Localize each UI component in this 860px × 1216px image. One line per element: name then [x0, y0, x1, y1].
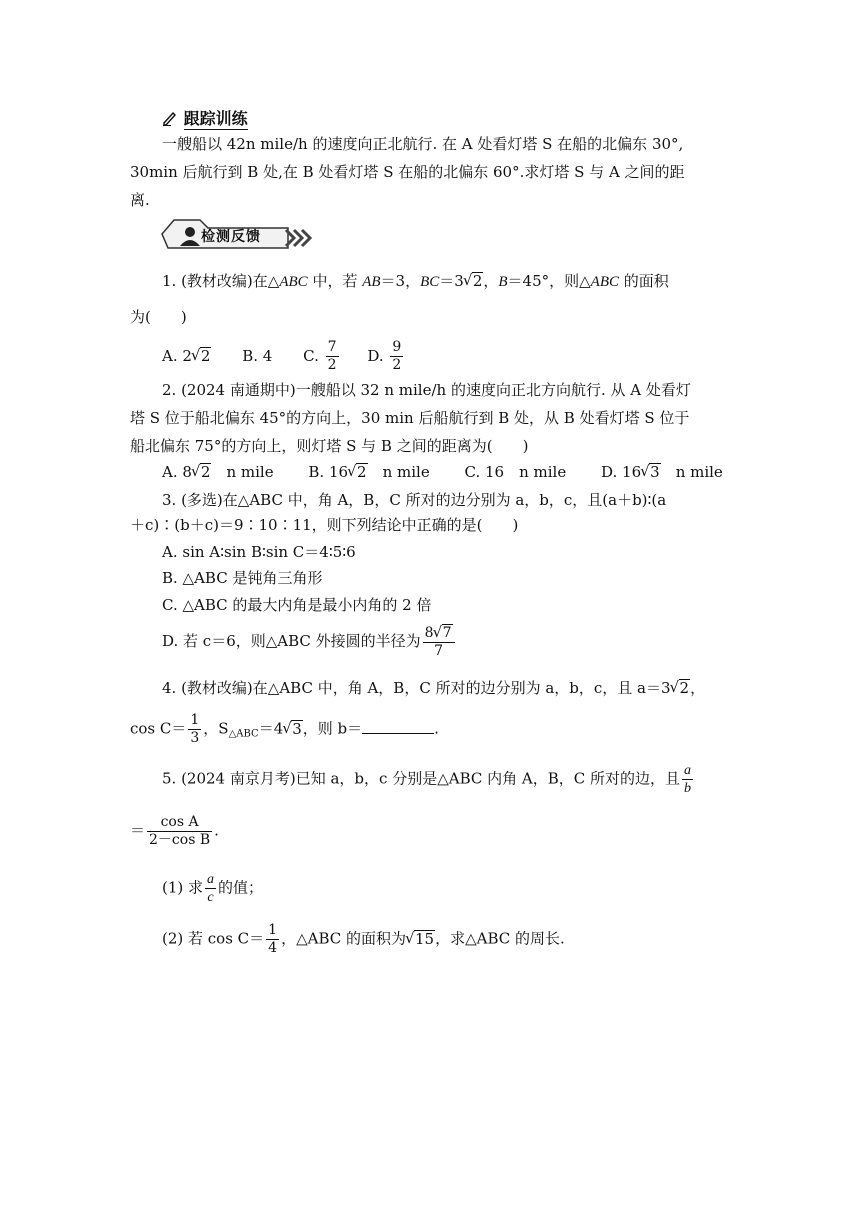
q5-line-1: 5. (2024 南京月考)已知 a，b，c 分别是△ABC 内角 A，B，C 所对的边，且 $\frac{a}{b}$ — [162, 763, 691, 796]
q1-option-c: C. $\frac{7}{2}$ — [303, 339, 337, 373]
q2-option-b: B. 16√ 2 n mile — [308, 463, 429, 481]
q1-stem-line-2: 为( ) — [130, 308, 187, 326]
q2-option-d: D. 16√ 3 n mile — [601, 463, 723, 481]
q3-line-1: 3. (多选)在△ABC 中，角 A，B，C 所对的边分别为 a，b，c，且(a＋b)∶(a — [162, 491, 667, 509]
q3-line-2: ＋c)∶(b＋c)＝9∶10∶11，则下列结论中正确的是( ) — [130, 516, 519, 534]
tracking-text-line-2: 30min 后航行到 B 处,在 B 处看灯塔 S 在船的北偏东 60°.求灯塔 S 与 A 之间的距 — [130, 163, 685, 181]
tracking-heading — [162, 106, 248, 129]
q1-option-a: A. 2√ 2 — [162, 347, 211, 365]
q5-part-2: (2) 若 cos C＝ $\frac{1}{4}$ ，△ABC 的面积为√ 15，求△ABC 的周长. — [162, 922, 565, 957]
q1-option-b: B. 4 — [242, 346, 273, 365]
q2-option-a: A. 8√ 2 n mile — [162, 463, 274, 481]
q5-line-2: ＝ $\frac{\text{cos A}}{\text{2－cos B}}$ . — [130, 814, 219, 848]
feedback-banner-text: 检测反馈 — [201, 229, 261, 245]
q1-stem-line-1: 1. (教材改编)在△ABC 中，若 AB＝3，BC＝3√ 2，B＝45°，则△ABC 的面积 — [162, 271, 669, 292]
q3-option-b: B. △ABC 是钝角三角形 — [162, 569, 323, 587]
q1-option-d: D. $\frac{9}{2}$ — [367, 339, 402, 373]
q4-line-1: 4. (教材改编)在△ABC 中，角 A，B，C 所对的边分别为 a，b，c，且 a＝3√ 2， — [162, 678, 705, 698]
q2-line-3: 船北偏东 75°的方向上，则灯塔 S 与 B 之间的距离为( ) — [130, 437, 529, 455]
q5-part-1: (1) 求 $\frac{a}{c}$ 的值； — [162, 872, 264, 905]
q4-line-2: cos C＝ $\frac{1}{3}$ ，$S_{\triangle ABC}=4√$ 3，则 b＝ . — [130, 712, 439, 747]
q2-line-1: 2. (2024 南通期中)一艘船以 32 n mile/h 的速度向正北方向航行. 从 A 处看灯 — [162, 381, 691, 399]
q2-option-c: C. 16 n mile — [464, 463, 567, 481]
pencil-icon — [162, 109, 184, 128]
q2-line-2: 塔 S 位于船北偏东 45°的方向上，30 min 后船航行到 B 处，从 B 处看灯塔 S 位于 — [130, 409, 690, 427]
tracking-heading-text: 跟踪训练 — [183, 109, 248, 128]
tracking-text-line-3: 离. — [130, 191, 150, 209]
sqrt-2: √ 2 — [472, 272, 484, 289]
q1-options — [162, 339, 405, 374]
q3-option-c: C. △ABC 的最大内角是最小内角的 2 倍 — [162, 596, 432, 614]
tracking-text-line-1: 一艘船以 42n mile/h 的速度向正北航行. 在 A 处看灯塔 S 在船的北偏东 30°, — [162, 135, 684, 153]
q3-option-a: A. sin A∶sin B∶sin C＝4∶5∶6 — [162, 543, 356, 561]
q2-options — [162, 462, 723, 482]
q3-option-d: D. 若 c＝6，则△ABC 外接圆的半径为 $\frac{8√ 7}{7}$ — [162, 624, 457, 660]
answer-blank — [362, 719, 434, 734]
